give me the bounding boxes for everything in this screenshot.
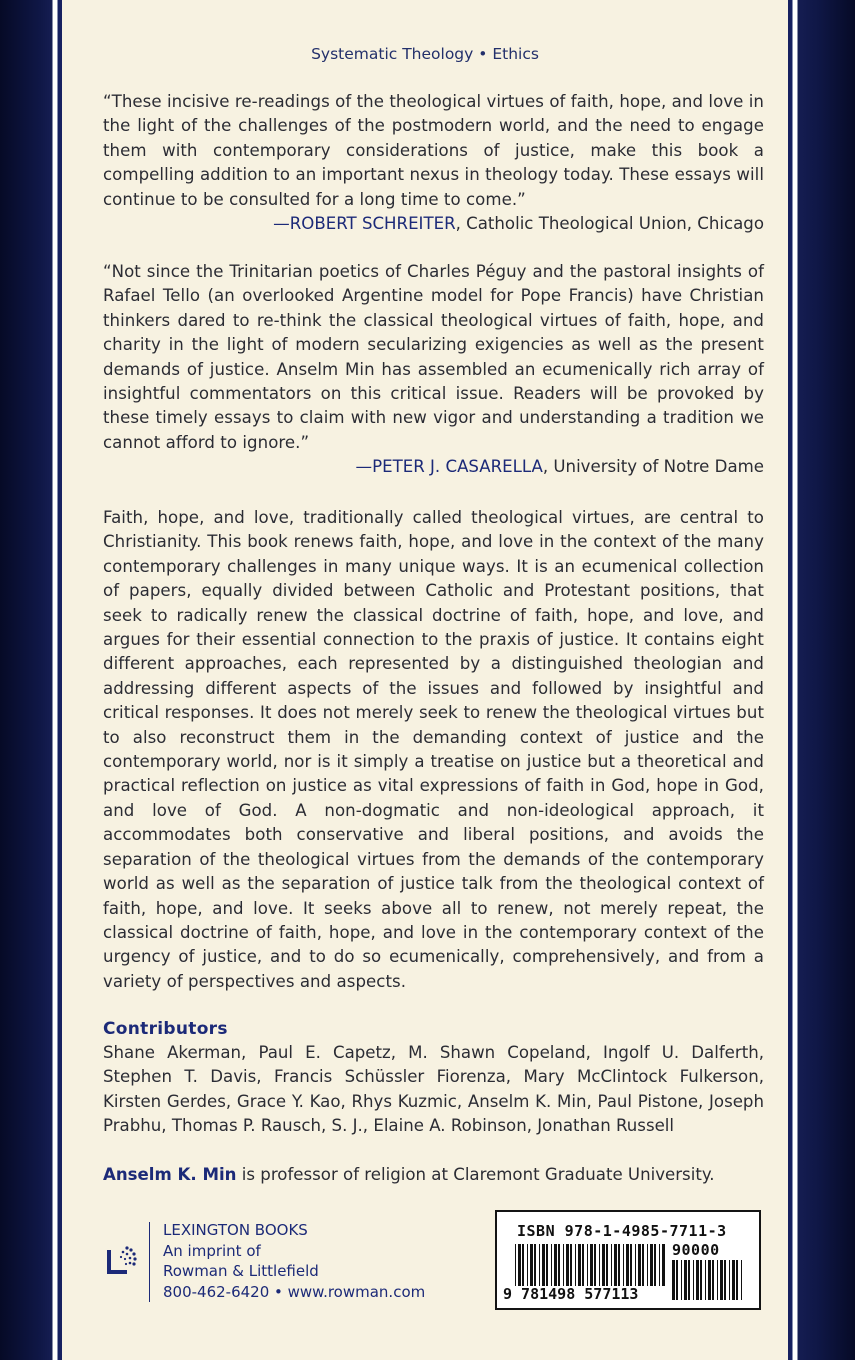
- book-description: [103, 506, 764, 994]
- barcode-addon-bars: [672, 1260, 744, 1300]
- publisher-block: [103, 1220, 463, 1304]
- author-bio-text: is professor of religion at Claremont Graduate University.: [236, 1165, 715, 1184]
- publisher-name: LEXINGTON BOOKS: [163, 1221, 308, 1239]
- blurb-author-affiliation: , University of Notre Dame: [542, 457, 764, 477]
- author-bio: [103, 1163, 764, 1187]
- blurb-peter-casarella: [103, 260, 764, 480]
- barcode-digits: 9 781498 577113: [503, 1285, 639, 1303]
- blurb-attribution: [103, 212, 764, 236]
- blurb-author-affiliation: , Catholic Theological Union, Chicago: [455, 214, 764, 234]
- blurb-author-name: —PETER J. CASARELLA: [355, 457, 543, 477]
- blurb-quote: “Not since the Trinitarian poetics of Charles Péguy and the pastoral insights of Rafael Tello (an overlooked Argentine model for Pope Francis) have Christian thinkers dared to re-think the classical theological virtues of faith, hope, and charity in the light of modern secularizing exigencies as well as the present demands of justice. Anselm Min has assembled an ecumenically rich array of insightful commentators on this critical issue. Readers will be provoked by these timely essays to claim with new vigor and understanding a tradition we cannot afford to ignore.”: [103, 262, 764, 452]
- contributors-section: [103, 1017, 764, 1139]
- publisher-imprint-label: An imprint of: [163, 1241, 261, 1260]
- author-name: Anselm K. Min: [103, 1165, 237, 1184]
- right-frame-border: [788, 0, 855, 1360]
- contributors-list: Shane Akerman, Paul E. Capetz, M. Shawn Copeland, Ingolf U. Dalferth, Stephen T. Davis, Francis Schüssler Fiorenza, Mary McClintock Fulkerson, Kirsten Gerdes, Grace Y. Kao, Rhys Kuzmic, Anselm K. Min, Paul Pistone, Joseph Prabhu, Thomas P. Rausch, S. J., Elaine A. Robinson, Jonathan Russell: [103, 1043, 764, 1136]
- barcode-bars: [515, 1244, 665, 1286]
- isbn-barcode: [495, 1210, 761, 1310]
- left-frame-border: [0, 0, 62, 1360]
- blurb-quote: “These incisive re-readings of the theological virtues of faith, hope, and love in the light of the challenges of the postmodern world, and the need to engage them with contemporary considerations of justice, make this book a compelling addition to an important nexus in theology today. These essays will continue to be consulted for a long time to come.”: [103, 92, 764, 209]
- price-code: 90000: [672, 1241, 720, 1259]
- publisher-contact: 800-462-6420 • www.rowman.com: [163, 1282, 426, 1301]
- isbn-text: ISBN 978-1-4985-7711-3: [517, 1222, 727, 1240]
- blurb-attribution: [103, 455, 764, 479]
- publisher-text: [163, 1220, 425, 1302]
- contributors-heading: Contributors: [103, 1019, 228, 1039]
- publisher-parent: Rowman & Littlefield: [163, 1262, 319, 1280]
- blurb-robert-schreiter: [103, 90, 764, 236]
- blurb-author-name: —ROBERT SCHREITER: [273, 214, 456, 234]
- category-label: Systematic Theology • Ethics: [311, 45, 539, 63]
- description-text: Faith, hope, and love, traditionally called theological virtues, are central to Christianity. This book renews faith, hope, and love in the context of the many contemporary challenges in many unique ways. It is an ecumenical collection of papers, equally divided between Catholic and Protestant positions, that seek to radically renew the classical doctrine of faith, hope, and love, and argues for their essential connection to the praxis of justice. It contains eight different approaches, each represented by a distinguished theologian and addressing different aspects of the issues and followed by insightful and critical responses. It does not merely seek to renew the theological virtues but to also reconstruct them in the demanding context of justice and the contemporary world, nor is it simply a treatise on justice but a theoretical and practical reflection on justice as vital expressions of faith in God, hope in God, and love of God. A non-dogmatic and non-ideological approach, it accommodates both conservative and liberal positions, and avoids the separation of the theological virtues from the demands of the contemporary world as well as the separation of justice talk from the theological context of faith, hope, and love. It seeks above all to renew, not merely repeat, the classical doctrine of faith, hope, and love in the contemporary context of the urgency of justice, and to do so ecumenically, comprehensively, and from a variety of perspectives and aspects.: [103, 508, 764, 991]
- publisher-divider: [149, 1222, 150, 1302]
- lexington-logo-icon: [103, 1242, 139, 1278]
